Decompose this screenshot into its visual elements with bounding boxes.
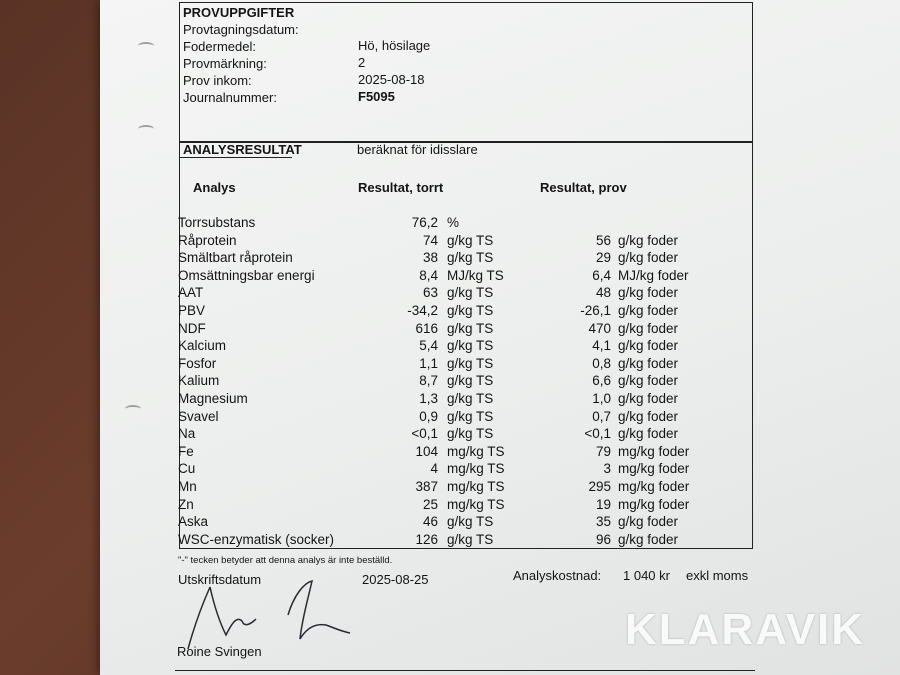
sample-unit: g/kg foder [618,531,679,547]
sample-value: 79 [595,443,611,459]
sample-info-value: F5095 [358,89,395,104]
dry-value: 1,1 [419,355,438,371]
dry-unit: g/kg TS [447,320,494,336]
analysis-name: Fosfor [178,355,217,371]
sample-unit: g/kg foder [618,320,679,336]
sample-value: 19 [595,496,611,512]
sample-unit: g/kg foder [618,408,679,424]
table-row [100,233,900,251]
dry-value: 8,4 [419,267,438,283]
analysis-heading: ANALYSRESULTAT [183,142,302,157]
table-row [100,338,900,356]
sample-unit: mg/kg foder [618,461,690,477]
dry-unit: g/kg TS [447,426,494,442]
table-row [100,409,900,427]
dry-value: <0,1 [411,426,438,442]
sample-value: 0,7 [592,408,611,424]
col-header-prov: Resultat, prov [540,180,627,195]
sample-unit: g/kg foder [618,250,679,266]
dry-value: 76,2 [411,215,438,230]
table-row [100,479,900,497]
analysis-name: Fe [178,443,194,459]
sample-value: 6,4 [592,267,611,283]
dry-value: 46 [422,514,438,530]
col-header-analys: Analys [193,180,236,195]
analysis-name: Råprotein [178,232,237,248]
sample-value: 96 [595,531,611,547]
sample-value: 4,1 [592,338,611,354]
table-row [100,514,900,532]
table-row [100,268,900,286]
table-row [100,321,900,339]
dry-value: 25 [422,496,438,512]
document-paper [100,0,900,675]
sample-value: 295 [588,479,611,494]
analysis-name: Aska [178,514,209,530]
sample-unit: g/kg foder [618,426,679,442]
sample-unit: g/kg foder [618,373,679,389]
sample-unit: g/kg foder [618,285,679,301]
analysis-name: Kalium [178,373,220,389]
sample-value: 48 [595,285,611,301]
print-date-value: 2025-08-25 [362,572,429,587]
sample-unit: mg/kg foder [618,496,690,512]
print-date-label: Utskriftsdatum [178,572,262,587]
dry-value: 616 [415,320,438,336]
cost-label: Analyskostnad: [513,568,602,583]
dry-value: 38 [422,250,438,266]
table-row [100,250,900,268]
dry-value: 0,9 [419,408,438,424]
table-row [100,461,900,479]
dry-value: 387 [415,479,438,494]
table-row [100,444,900,462]
dry-unit: g/kg TS [447,408,494,424]
cost-suffix: exkl moms [686,568,749,583]
dry-value: 63 [422,285,438,301]
dry-value: 5,4 [419,338,438,354]
cost-value: 1 040 kr [623,568,670,583]
sample-unit: g/kg foder [618,338,679,354]
dry-unit: g/kg TS [447,250,494,266]
sample-value: 470 [588,320,611,336]
sample-unit: g/kg foder [618,514,679,530]
analysis-name: NDF [178,320,206,336]
footer-note: "-" tecken betyder att denna analys är inte beställd. [178,555,393,566]
sample-info-label: Journalnummer: [183,90,277,105]
sample-value: 0,8 [592,355,611,371]
table-row [100,391,900,409]
col-header-torr: Resultat, torrt [358,180,444,195]
analysis-name: AAT [178,285,204,301]
sample-info-label: Provmärkning: [183,56,267,71]
dry-value: 1,3 [419,391,438,406]
table-row [100,373,900,391]
sample-unit: mg/kg foder [618,479,690,494]
table-row [100,497,900,515]
signer-name: Roine Svingen [177,644,262,659]
dry-value: 8,7 [419,373,438,389]
sample-unit: g/kg foder [618,232,679,248]
sample-unit: g/kg foder [618,391,679,406]
signature [178,572,380,655]
sample-value: -26,1 [580,303,611,318]
dry-unit: g/kg TS [447,373,494,389]
analysis-name: Magnesium [178,391,248,406]
punch-hole [138,125,154,133]
sample-value: 6,6 [592,373,611,389]
analysis-name: WSC-enzymatisk (socker) [178,531,335,547]
analysis-name: Na [178,426,196,442]
dry-unit: g/kg TS [447,514,494,530]
dry-value: 74 [422,232,438,248]
table-row [100,215,900,233]
dry-unit: g/kg TS [447,232,494,248]
analysis-name: Svavel [178,408,219,424]
dry-unit: g/kg TS [447,391,494,406]
sample-value: <0,1 [584,426,611,442]
sample-info-label: Fodermedel: [183,39,256,54]
dry-unit: mg/kg TS [447,443,505,459]
dry-value: 126 [415,531,438,547]
table-row [100,356,900,374]
sample-unit: g/kg foder [618,355,679,371]
analysis-table [100,215,900,555]
dry-unit: g/kg TS [447,285,494,301]
analysis-name: Smältbart råprotein [178,250,293,266]
analysis-name: Mn [178,479,197,494]
analysis-name: Cu [178,461,196,477]
dry-unit: g/kg TS [447,303,494,318]
dry-value: 104 [415,443,438,459]
sample-unit: MJ/kg foder [618,267,689,283]
sample-info-value: 2025-08-18 [358,72,425,87]
punch-hole [138,42,154,50]
dry-unit: g/kg TS [447,531,494,547]
sample-value: 35 [595,514,611,530]
dry-unit: g/kg TS [447,338,494,354]
sample-value: 3 [603,461,611,477]
dry-unit: MJ/kg TS [447,267,504,283]
table-row [100,532,900,550]
dry-unit: mg/kg TS [447,479,505,494]
analysis-subheading: beräknat för idisslare [357,142,478,157]
table-row [100,303,900,321]
sample-unit: mg/kg foder [618,443,690,459]
sample-value: 29 [595,250,611,266]
sample-info-value: 2 [358,55,366,70]
dry-unit: g/kg TS [447,355,494,371]
sample-info-label: Prov inkom: [183,73,252,88]
bottom-rule [175,670,755,671]
sample-value: 1,0 [592,391,611,406]
watermark-logo: KLARAVIK [625,605,866,654]
analysis-name: Omsättningsbar energi [178,267,315,283]
dry-unit: % [447,215,460,230]
heading-underline [180,157,292,158]
table-row [100,285,900,303]
sample-info-label: Provtagningsdatum: [183,22,299,37]
dry-value: -34,2 [407,303,438,318]
analysis-name: Kalcium [178,338,227,354]
analysis-name: Torrsubstans [178,215,256,230]
dry-unit: mg/kg TS [447,461,505,477]
sample-info-value: Hö, hösilage [358,38,431,53]
analysis-name: PBV [178,303,206,318]
dry-value: 4 [430,461,438,477]
sample-unit: g/kg foder [618,303,679,318]
analysis-name: Zn [178,496,194,512]
table-row [100,426,900,444]
dry-unit: mg/kg TS [447,496,505,512]
sample-value: 56 [595,232,611,248]
sample-info-heading: PROVUPPGIFTER [183,5,295,20]
